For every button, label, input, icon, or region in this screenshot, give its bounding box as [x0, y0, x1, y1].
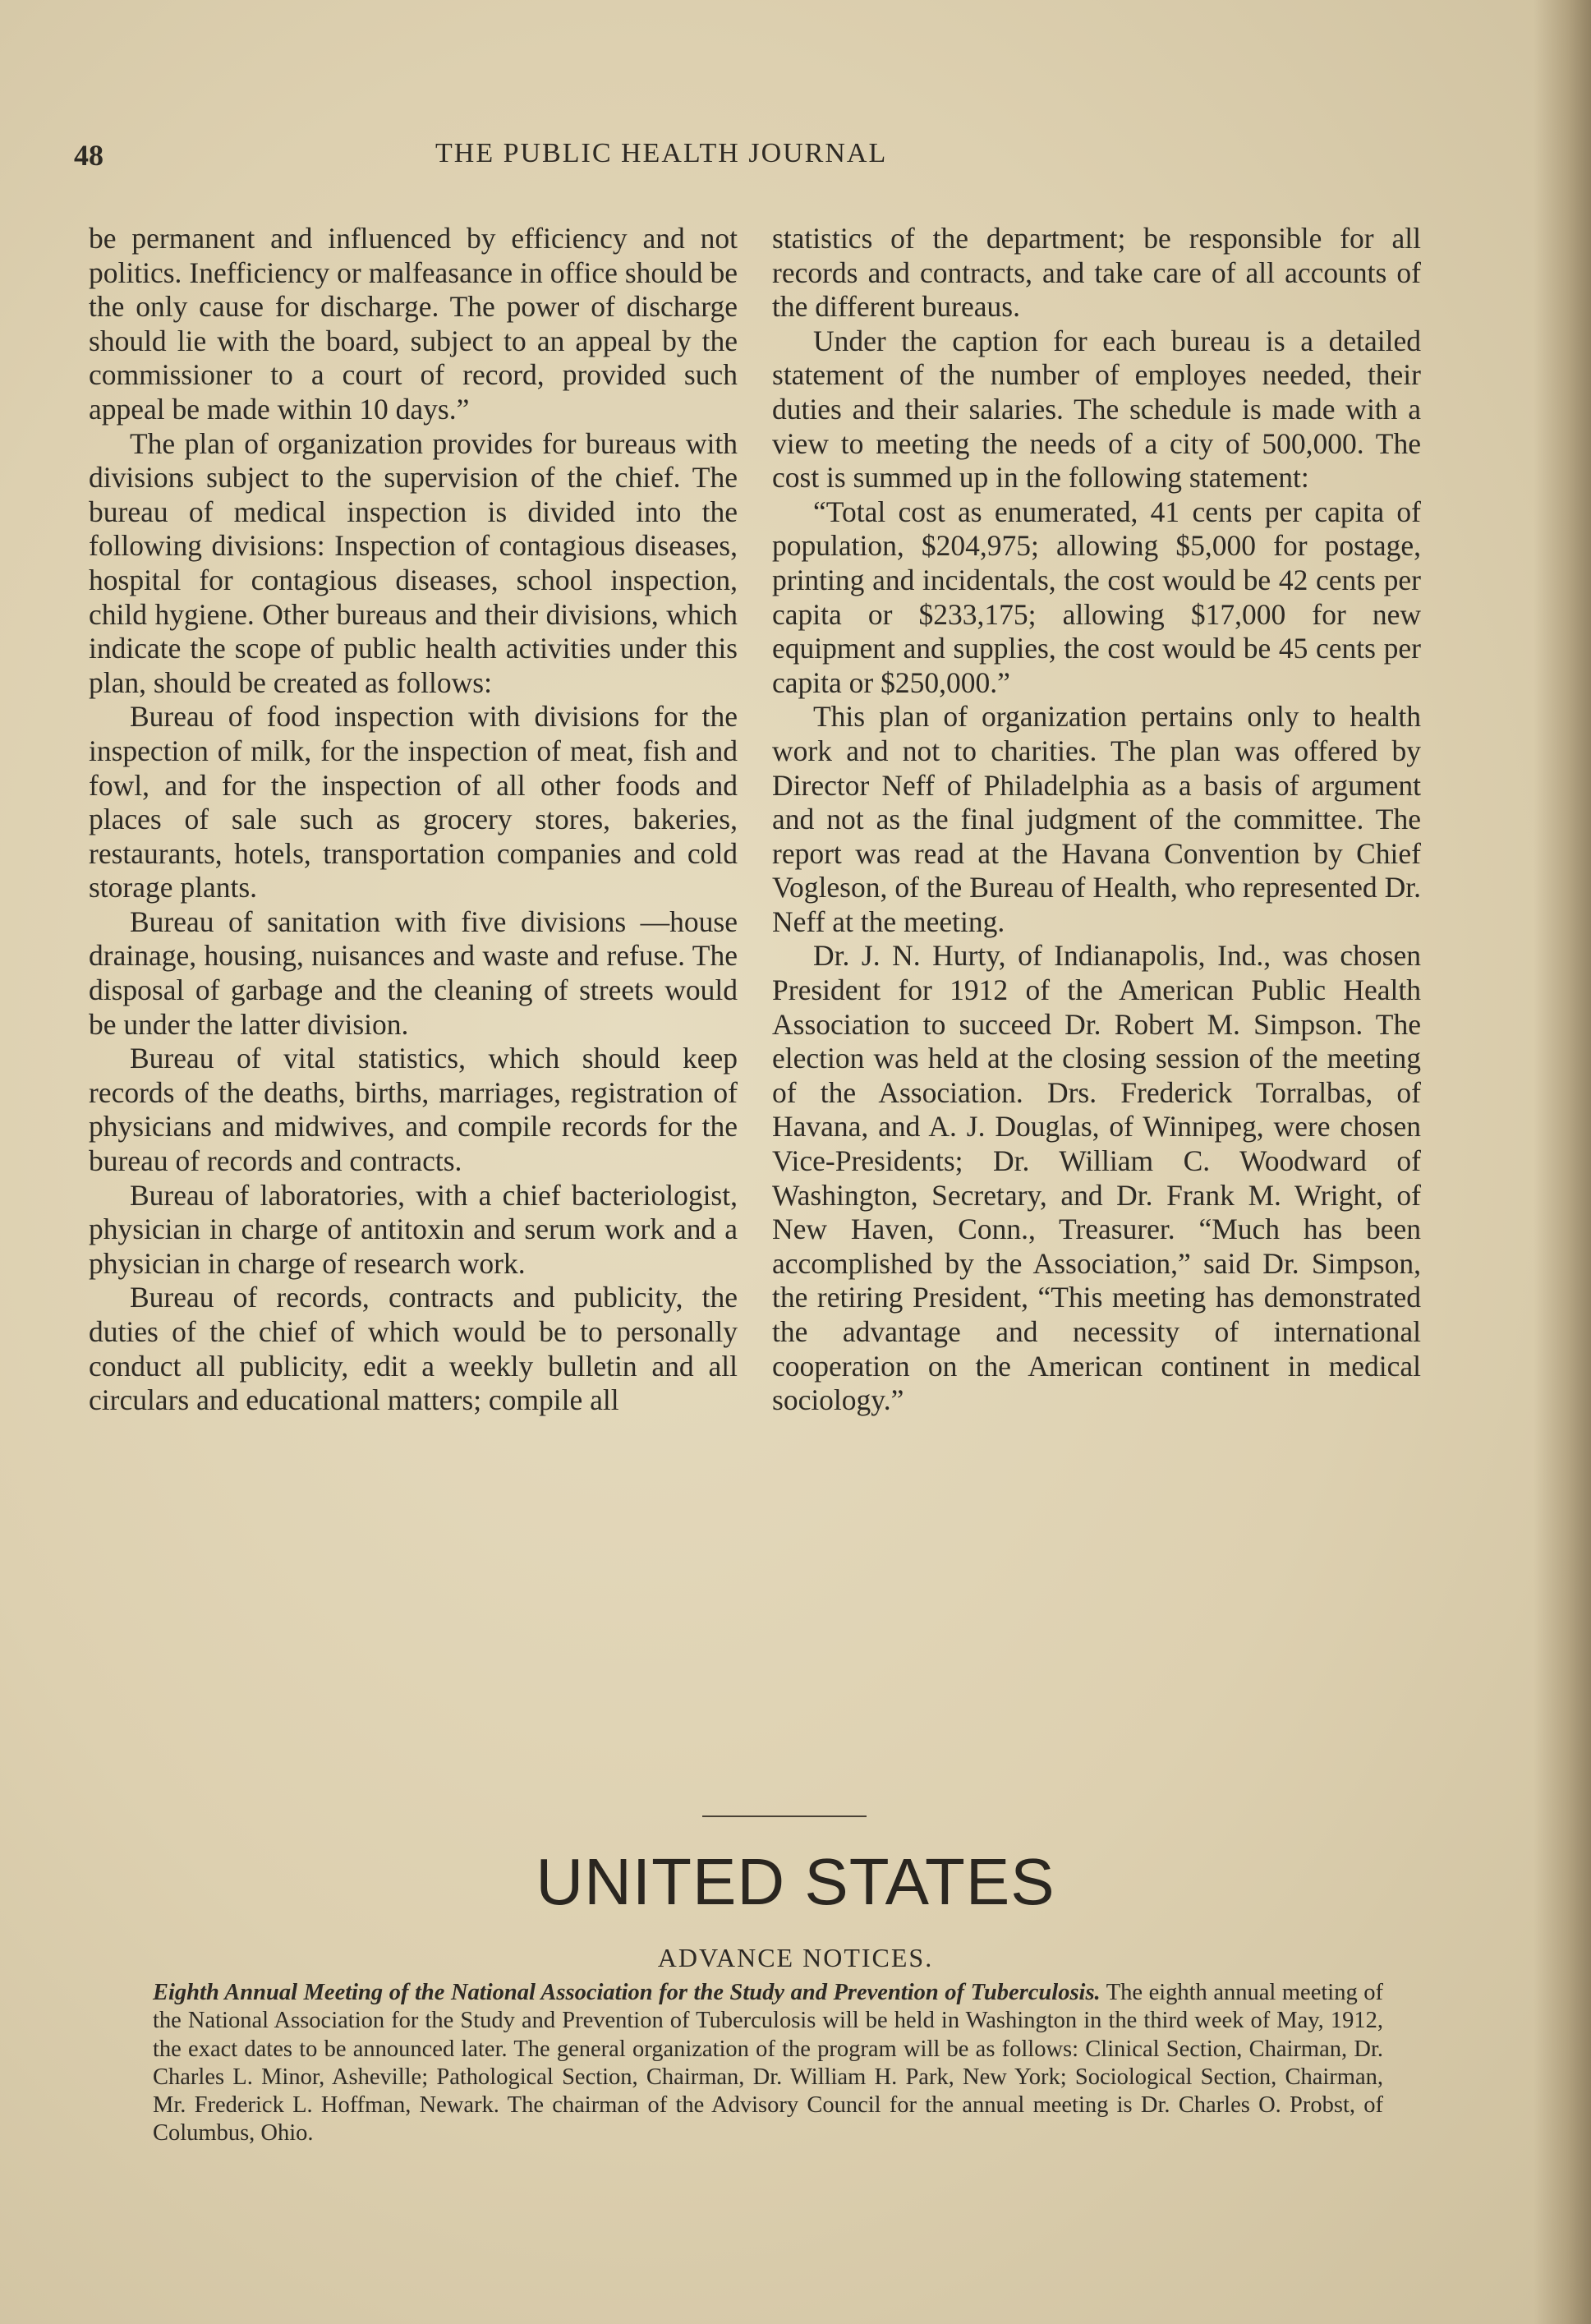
paragraph: be permanent and influenced by efficiency and not politics. Inefficiency or malfeasance in office should be the only cause for discharge. The power of discharge should lie with the board, subject to an appeal by the commissioner to a court of record, provided such appeal be made within 10 days.”: [89, 222, 738, 426]
paragraph: Bureau of sanitation with five divisions —house drainage, housing, nuisances and waste and refuse. The disposal of garbage and the cleaning of streets would be under the latter division.: [89, 904, 738, 1041]
notice-title: Eighth Annual Meeting of the National Association for the Study and Prevention of Tuberculosis.: [153, 1980, 1101, 2005]
paragraph: The plan of organization provides for bureaus with divisions subject to the supervision of the chief. The bureau of medical inspection is divided into the following divisions: Inspection of contagious diseases, hospital for contagious diseases, school inspection, child hygiene. Other bureaus and their divisions, which indicate the scope of public health activities under this plan, should be created as follows:: [89, 426, 738, 699]
paragraph: Dr. J. N. Hurty, of Indianapolis, Ind., was chosen President for 1912 of the American Public Health Association to succeed Dr. Robert M. Simpson. The election was held at the closing session of the meeting of the Association. Drs. Frederick Torralbas, of Havana, and A. J. Douglas, of Winnipeg, were chosen Vice-Presidents; Dr. William C. Woodward of Washington, Secretary, and Dr. Frank M. Wright, of New Haven, Conn., Treasurer. “Much has been accomplished by the Association,” said Dr. Simpson, the retiring President, “This meeting has demonstrated the advantage and necessity of international cooperation on the American continent in medical sociology.”: [772, 939, 1421, 1417]
paragraph: statistics of the department; be responsible for all records and contracts, and take care of all accounts of the different bureaus.: [772, 222, 1421, 324]
section-divider: [702, 1815, 867, 1817]
page-spine-shadow: [1534, 0, 1591, 2324]
section-title: UNITED STATES: [536, 1845, 1055, 1918]
paragraph: Bureau of vital statistics, which should keep records of the deaths, births, marriages, registration of physicians and midwives, and compile records for the bureau of records and contracts.: [89, 1042, 738, 1178]
paragraph: Under the caption for each bureau is a detailed statement of the number of employes needed, their duties and their salaries. The schedule is made with a view to meeting the needs of a city of 500,000. The cost is summed up in the following statement:: [772, 324, 1421, 495]
advance-notice: [153, 1979, 1383, 2148]
paragraph: Bureau of laboratories, with a chief bacteriologist, physician in charge of antitoxin and serum work and a physician in charge of research work.: [89, 1178, 738, 1280]
paragraph: Bureau of records, contracts and publicity, the duties of the chief of which would be to personally conduct all publicity, edit a weekly bulletin and all circulars and educational matters; compile all: [89, 1281, 738, 1417]
paragraph: Bureau of food inspection with divisions for the inspection of milk, for the inspection of meat, fish and fowl, and for the inspection of all other foods and places of sale such as grocery stores, bakeries, restaurants, hotels, transportation companies and cold storage plants.: [89, 700, 738, 904]
quoted-paragraph: “Total cost as enumerated, 41 cents per capita of population, $204,975; allowing $5,000 for postage, printing and incidentals, the cost would be 42 cents per capita or $233,175; allowing $17,000 for new equipment and supplies, the cost would be 45 cents per capita or $250,000.”: [772, 495, 1421, 699]
journal-title: THE PUBLIC HEALTH JOURNAL: [435, 138, 888, 168]
left-column: [89, 222, 738, 1418]
paragraph: This plan of organization pertains only to health work and not to charities. The plan was offered by Director Neff of Philadelphia as a basis of argument and not as the final judgment of the committee. The report was read at the Havana Convention by Chief Vogleson, of the Bureau of Health, who represented Dr. Neff at the meeting.: [772, 700, 1421, 938]
section-subhead: ADVANCE NOTICES.: [657, 1943, 934, 1972]
page-header: [0, 138, 1591, 187]
notice-body: The eighth annual meeting of the National Association for the Study and Prevention of Tuberculosis will be held in Washington in the third week of May, 1912, the exact dates to be announced later. The general organization of the program will be as follows: Clinical Section, Chairman, Dr. Charles L. Minor, Asheville; Pathological Section, Chairman, Dr. William H. Park, New York; Sociological Section, Chairman, Mr. Frederick L. Hoffman, Newark. The chairman of the Advisory Council for the annual meeting is Dr. Charles O. Probst, of Columbus, Ohio.: [153, 1980, 1383, 2147]
right-column: [772, 222, 1421, 1418]
page-number: 48: [74, 139, 103, 172]
